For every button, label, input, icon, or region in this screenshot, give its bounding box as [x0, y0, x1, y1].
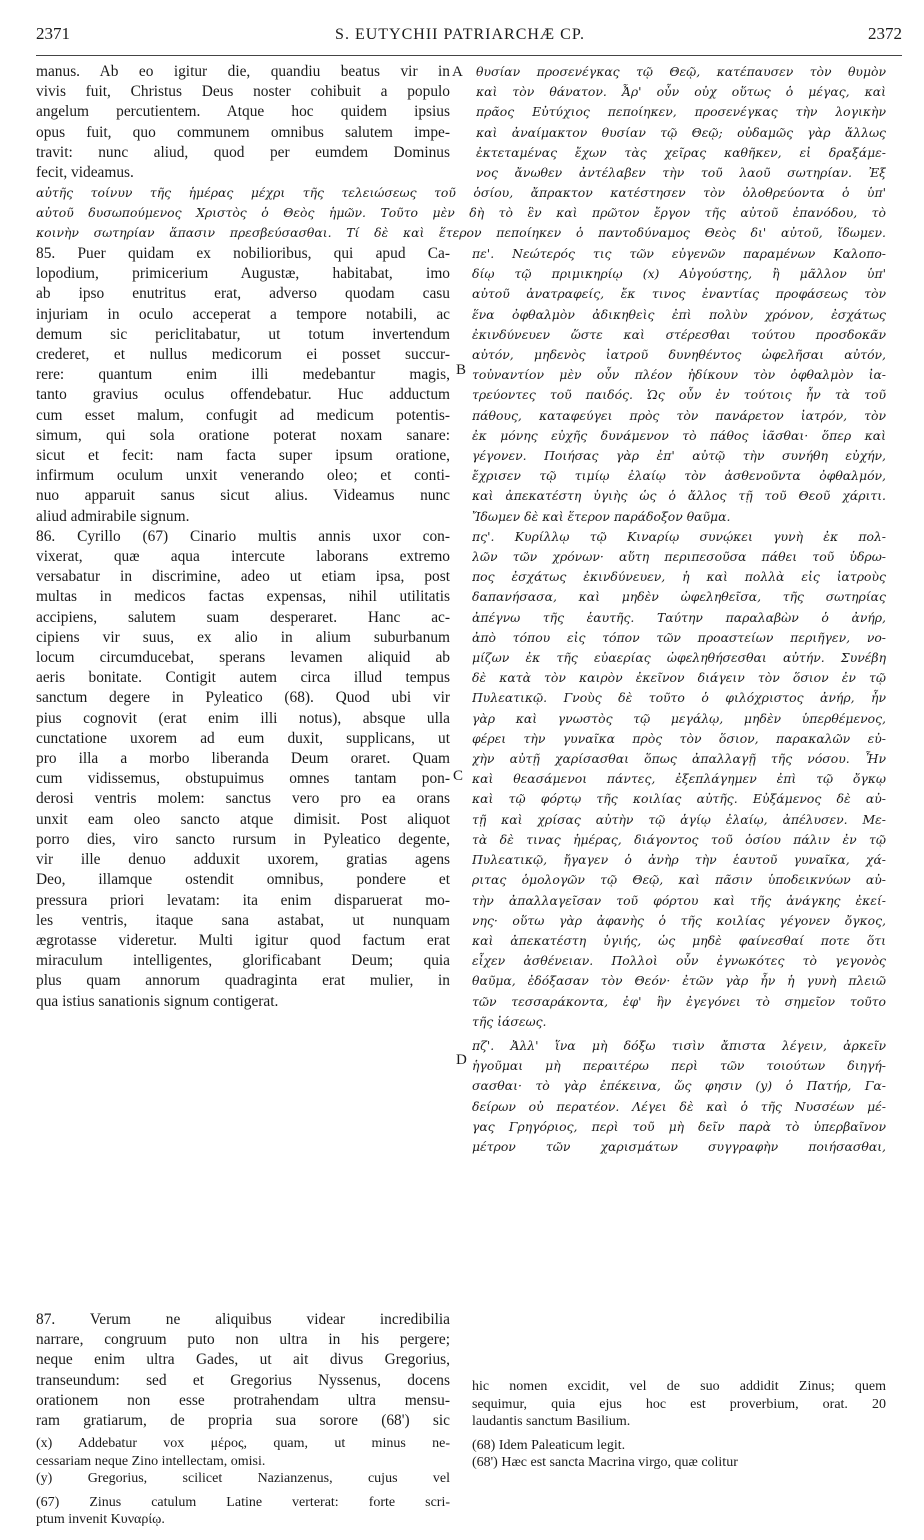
text-line: κοινὴν σωτηρίαν ἅπασιν πρεσβεύσασθαι. Τί δὲ καὶ ἕτερον πεποίηκεν ὁ παντοδύναμος Θεὸς δι' αὐτοῦ, ἴδωμεν. [36, 225, 886, 241]
footnote-line: (67) Zinus catulum Latine verterat: forte scri- [36, 1494, 450, 1510]
text-line: angelum percutientem. Atque hoc quidem ipsius [36, 103, 450, 121]
text-line: crederet, et nullus medicorum ei posset succur- [36, 346, 450, 364]
text-line: δίῳ τῷ πριμικηρίῳ (x) Αὐγούστης, ἢ μᾶλλον ὑπ' [472, 266, 886, 282]
text-line: cum esset malum, confugit ad medicum potentis- [36, 406, 450, 424]
text-line: ἐκτεταμένας ἔχων τὰς χεῖρας καθῆκεν, εἰ δραξάμε- [476, 144, 886, 160]
footnote-line: (68') Hæc est sancta Macrina virgo, quæ colitur [472, 1455, 738, 1470]
footnotes-right [472, 1378, 886, 1472]
text-line: καὶ ἀπεκατέστη ὑγιὴς ὡς ὁ ἄλλος τῇ τοῦ Θεοῦ χάριτι. [472, 488, 886, 504]
text-line: multas in medicos factas expensas, nihil utilitatis [36, 588, 450, 606]
text-line: ριτας ὁμολογῶν τῷ Θεῷ, καὶ πᾶσιν ὑποδεικνύων αὐ- [472, 872, 886, 888]
text-line: narrare, congruum puto non ultra in his pergere; [36, 1331, 450, 1349]
text-line: pius cognovit (erat enim illi notus), absque ulla [36, 709, 450, 727]
text-line: Πυλεατικῷ, ἤγαγεν ὁ ἀνὴρ τὴν ἑαυτοῦ γυναῖκα, χά- [472, 852, 886, 868]
text-line: καὶ τῷ φόρτῳ τῆς κοιλίας αὐτῆς. Εὐξάμενος δὲ αὐ- [472, 791, 886, 807]
left-page-number: 2371 [36, 24, 70, 43]
text-line: γέγονεν. Ποιήσας γὰρ ἐπ' αὐτῷ τὴν συνήθη εὐχήν, [472, 448, 886, 464]
text-line: accipiens, salutem suam desperaret. Hanc ac- [36, 608, 450, 626]
greek-column-top [476, 62, 886, 183]
text-line: ægrotasse videretur. Multi igitur quod factum erat [36, 931, 450, 949]
text-line: καὶ τὸν θάνατον. Ἆρ' οὖν οὐχ οὕτως ὁ μέγας, καὶ [476, 84, 886, 100]
text-line: 86. Cyrillo (67) Cinario multis annis uxor con- [36, 527, 450, 545]
text-line: lopodium, primicerium Augustæ, habitabat, imo [36, 265, 450, 283]
text-line: Πυλεατικῷ. Γνοὺς δὲ τοῦτο ὁ φιλόχριστος ἀνήρ, ἦν [472, 690, 886, 706]
header-rule [36, 55, 902, 56]
text-line: locum circumducebat, sperans levamen aliquid ab [36, 649, 450, 667]
text-line: ἡγοῦμαι μὴ περαιτέρω περὶ τῶν τοιούτων διηγή- [472, 1058, 886, 1074]
latin-column-main [36, 244, 450, 1012]
text-line: Ἴδωμεν δὲ καὶ ἕτερον παράδοξον θαῦμα. [472, 508, 731, 524]
text-line: σασθαι· τὸ γὰρ ἐπέκεινα, ὥς φησιν (y) ὁ Πατήρ, Γα- [472, 1078, 886, 1094]
text-line: sicut et fecit: nam facta super ipsum oratione, [36, 447, 450, 465]
text-line: ἔχρισεν τῷ τιμίῳ ἐλαίῳ τὸν ἀσθενοῦντα ὀφθαλμόν, [472, 468, 886, 484]
text-line: πε'. Νεώτερός τις τῶν εὐγενῶν παραμένων Καλοπο- [472, 246, 886, 261]
text-line: neque enim ultra Gades, ut ait divus Gregorius, [36, 1351, 450, 1369]
text-line: porro dies, viro sancto rursum in Pyleatico degente, [36, 830, 450, 848]
text-line: δαπανήσασα, καὶ μηδὲν ὠφεληθεῖσα, τῆς σωτηρίας [472, 589, 886, 605]
text-line: aeris bonitate. Contigit autem circa illud tempus [36, 669, 450, 687]
text-line: δείρων οὐ περατέον. Λέγει δὲ καὶ ὁ τῆς Νυσσέων μέ- [472, 1098, 886, 1114]
footnote-line: laudantis sanctum Basilium. [472, 1414, 631, 1429]
text-line: ἀπὸ τόπου εἰς τόπον τῶν προαστείων περιῆγεν, νο- [472, 629, 886, 645]
text-line: καὶ ἀπεκατέστη ὑγιής, ὡς μηδὲ φαίνεσθαί ποτε ὅτι [472, 932, 886, 948]
margin-letter-d: D [456, 1052, 467, 1068]
text-line: εἶχεν ἀσθένειαν. Πολλοὶ οὖν ἐγνωκότες τὸ γεγονὸς [472, 953, 886, 969]
text-line: δὲ κατὰ τὸν καιρὸν ἐκεῖνον διάγειν τὸν ὅσιον ἐν τῷ [472, 670, 886, 686]
text-line: 87. Verum ne aliquibus videar incredibilia [36, 1311, 450, 1328]
text-line: νης· οὕτω γὰρ ἀφανὴς ὁ τῆς κοιλίας γέγονεν ὄγκος, [472, 912, 886, 928]
text-line: αὐτοῦ δυσωπούμενος Χριστὸς ὁ Θεὸς ἡμῶν. Τοῦτο μὲν δὴ τὸ ἓν καὶ πρῶτον ἔργον τῆς αὐτοῦ ἐπανόδου, τὸ [36, 205, 886, 221]
text-line: travit: nunc aliud, quod per eumdem Dominus [36, 143, 450, 161]
text-line: ἐκινδύνευεν ὥστε καὶ στέρεσθαι τούτου προσδοκᾶν [472, 326, 886, 342]
text-line: πρᾶος Εὐτύχιος πεποίηκεν, προσενέγκας τὴν λογικὴν [476, 104, 886, 120]
text-line: ἐκ μόνης εὐχῆς δυνάμενον τὸ πάθος ἰᾶσθαι· ὅπερ καὶ [472, 427, 886, 443]
text-line: νος ἄνωθεν ἀντέλαβεν τὴν τοῦ λαοῦ σωτηρίαν. Ἐξ [476, 165, 886, 181]
text-line: demum sic periclitabatur, ut totum invertendum [36, 325, 450, 343]
text-line: αὐτόν, μηδενὸς ἰατροῦ δυνηθέντος ὠφελῆσαι αὐτόν, [472, 347, 886, 363]
text-line: simum, qui sola oratione poterat noxam sanare: [36, 426, 450, 444]
text-line: les ventris, itaque sana astabat, ut nunquam [36, 911, 450, 929]
text-line: θυσίαν προσενέγκας τῷ Θεῷ, κατέπαυσεν τὸν θυμὸν [476, 64, 886, 79]
text-line: πζ'. Ἀλλ' ἵνα μὴ δόξω τισὶν ἄπιστα λέγειν, ἀρκεῖν [472, 1037, 886, 1053]
footnote-line: cessariam neque Zino intellectam, omisi. [36, 1453, 266, 1469]
text-line: ἕνα ὀφθαλμὸν ἀδικηθεὶς ἐπὶ πολὺν χρόνον, ἐσχάτως [472, 306, 886, 322]
text-line: χὴν αὐτῇ χαρίσασθαι ὅπως ἀπαλλαγῇ τῆς νόσου. Ἦν [472, 751, 886, 767]
footnote-line: (68) Idem Paleaticum legit. [472, 1437, 626, 1453]
text-line: miraculum intelligentes, glorificabant Deum; quia [36, 952, 450, 970]
right-page-number: 2372 [868, 24, 902, 43]
margin-letter-a: A [452, 64, 463, 80]
text-line: ἀπέγνω τῆς ἑαυτῆς. Ταύτην παραλαβὼν ὁ ἀνήρ, [472, 609, 886, 625]
text-line: orationem non esse protrahendam ultra mensu- [36, 1391, 450, 1409]
text-line: cipiens vir suus, ex alio in alium suburbanum [36, 628, 450, 646]
greek-full-width [36, 183, 886, 244]
text-line: sanctum degere in Pyleatico (68). Quod ubi vir [36, 689, 450, 707]
text-line: τῆς ἰάσεως. [472, 1013, 547, 1029]
text-line: αὐτοῦ ἀνατραφείς, ἔκ τινος ἐναντίας προφάσεως τὸν [472, 286, 886, 302]
text-line: nuo apparuit sanus sicut alius. Videamus nunc [36, 487, 450, 505]
footnote-line: hic nomen excidit, vel de suo addidit Zinus; quem [472, 1379, 886, 1394]
latin-column-top [36, 62, 450, 183]
text-line: μέτρον τῶν χαρισμάτων συγγραφὴν ποιήσασθαι, [472, 1138, 886, 1154]
text-line: τρεύοντες τοῦ παιδός. Ὡς οὖν ἐν τούτοις ἦν τὰ τοῦ [472, 387, 886, 403]
text-line: ram gratiarum, de propria sua sorore (68') sic [36, 1412, 450, 1430]
greek-column-main [472, 244, 886, 1157]
text-line: καὶ ἀναίμακτον θυσίαν τῷ Θεῷ; οὐδαμῶς γὰρ ἄλλως [476, 124, 886, 140]
text-line: πος ἐσχάτως ἐκινδύνευεν, ἡ καὶ πολλὰ εἰς ἰατροὺς [472, 569, 886, 585]
text-line: fecit, videamus. [36, 164, 134, 182]
text-line: cunctatione uxorem ad eum duxit, supplicans, ut [36, 729, 450, 747]
footnote-line: ptum invenit Κυναρίῳ. [36, 1512, 165, 1527]
text-line: infirmum oculum unxit venerando oleo; et conti- [36, 467, 450, 485]
text-line: opus fuit, quo communem omnibus salutem impe- [36, 123, 450, 141]
text-line: μίζων ἐκ τῆς εὐαερίας ὠφεληθήσεσθαι αὐτήν. Συνέβη [472, 650, 886, 666]
text-line: vir ille denuo adduxit uxorem, gratias agens [36, 851, 450, 869]
footnote-line: (x) Addebatur vox μέρος, quam, ut minus ne- [36, 1436, 450, 1451]
text-line: γὰρ καὶ γνωστὸς τῷ μεγάλῳ, μηδὲν ὑπερθέμενος, [472, 710, 886, 726]
text-line: λῶν τῶν χρόνων· αὕτη περιπεσοῦσα πάθει τοῦ ὑδρω- [472, 549, 886, 565]
footnotes-left [36, 1435, 450, 1529]
text-line: τῇ καὶ χρίσας αὐτὴν τῷ ἁγίῳ ἐλαίῳ, ἀπέλυσεν. Με- [472, 811, 886, 827]
latin-section-87 [36, 1310, 450, 1431]
text-line: πς'. Κυρίλλῳ τῷ Κιναρίῳ συνῴκει γυνὴ ἐκ πολ- [472, 528, 886, 544]
text-line: derosi ventris molem: sanctus vero pro ea orans [36, 790, 450, 808]
text-line: αὐτῆς τοίνυν τῆς ἡμέρας μέχρι τῆς τελειώσεως τοῦ ὁσίου, ἄπρακτον κατέστησεν τὸν ὀλοθρεύοντα ὁ ὑπ' [36, 185, 886, 200]
text-line: καὶ θεασάμενοι πάντες, ἐξεπλάγημεν ἐπὶ τῷ ὄγκῳ [472, 771, 886, 787]
text-line: πάθους, καταφεύγει πρὸς τὸν πανάρετον ἰατρόν, τὸν [472, 407, 886, 423]
text-line: qua istius sanationis signum contigerat. [36, 992, 279, 1010]
text-line: vivis fuit, Christus Deus noster cohibuit a populo [36, 83, 450, 101]
text-line: tanto gravius oculus offendebatur. Huc adductum [36, 386, 450, 404]
text-line: τὰ δὲ τινας ἡμέρας, διάγοντος τοῦ ὁσίου πάλιν ἐν τῷ [472, 831, 886, 847]
footnote-line: (y) Gregorius, scilicet Nazianzenus, cujus vel [36, 1471, 450, 1486]
text-line: τοὐναντίον μὲν οὖν πλέον ἠδίκουν τὸν ὀφθαλμὸν ἰα- [472, 367, 886, 383]
text-line: Deo, illamque ostendit omnibus, pondere et [36, 871, 450, 889]
text-line: θαῦμα, ἐδόξασαν τὸν Θεόν· ἐτῶν γὰρ ἦν ἡ γυνὴ πλειῶ [472, 973, 886, 989]
text-line: φέρει τὴν γυναῖκα πρὸς τὸν ὅσιον, παρακαλῶν εὐ- [472, 730, 886, 746]
text-line: ab ipso enutritus erat, adverso quodam casu [36, 285, 450, 303]
text-line: 85. Puer quidam ex nobilioribus, qui apud Ca- [36, 245, 450, 262]
text-line: τὴν ἀπαλλαγεῖσαν τοῦ φόρτου καὶ τῆς ἀνάγκης ἐκεί- [472, 892, 886, 908]
text-line: vixerat, quæ aqua intercute laborans extremo [36, 548, 450, 566]
text-line: rere: quantum enim illi medebantur magis, [36, 366, 450, 384]
text-line: unxit eam oleo sancto atque dimisit. Post aliquot [36, 810, 450, 828]
margin-letter-b: B [456, 362, 467, 378]
text-line: injuriam in oculo acceperat a tempore notabili, ac [36, 305, 450, 323]
text-line: γας Γρηγόριος, περὶ τοῦ μὴ δεῖν παρὰ τὸ ὑπερβαῖνον [472, 1118, 886, 1134]
running-title: S. EUTYCHII PATRIARCHÆ CP. [335, 26, 585, 43]
text-line: pro illa a morbo liberanda Deum oraret. Quam [36, 750, 450, 768]
margin-letter-c: C [453, 768, 464, 784]
text-line: τῶν τεσσαράκοντα, ἐφ' ἣν ἐγεγόνει τὸ σημεῖον τοῦτο [472, 993, 886, 1009]
text-line: plus quam annorum quadraginta erat mulier, in [36, 972, 450, 990]
footnote-line: sequimur, quia ejus hoc est proverbium, orat. 20 [472, 1396, 886, 1412]
text-line: pressura priori levatam: ita enim disparuerat mo- [36, 891, 450, 909]
text-line: versabatur in discrimine, adeo ut etiam ipsa, post [36, 568, 450, 586]
text-line: manus. Ab eo igitur die, quandiu beatus vir in [36, 63, 450, 80]
text-line: cum vidissemus, obstupuimus omnes tantam pon- [36, 770, 450, 788]
text-line: transeundum: sed et Gregorius Nyssenus, docens [36, 1371, 450, 1389]
text-line: aliud admirabile signum. [36, 507, 190, 525]
